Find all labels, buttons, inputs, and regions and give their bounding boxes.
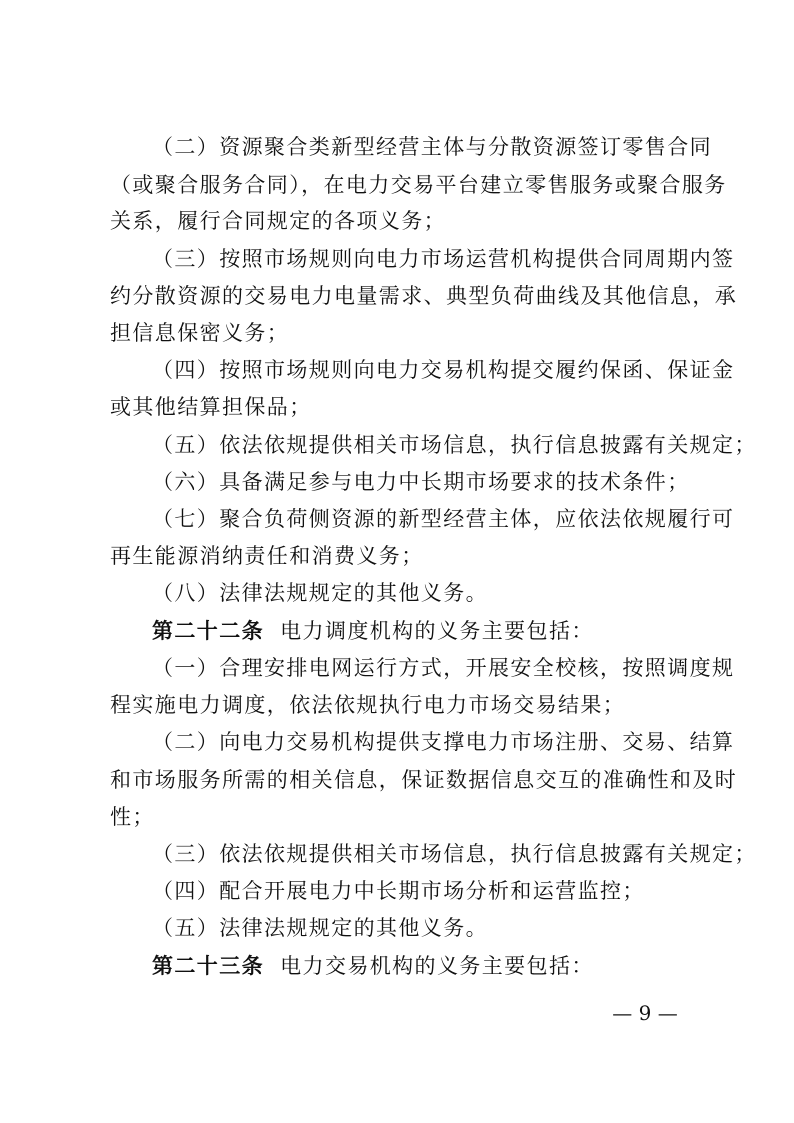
article-heading-23 <box>152 953 700 979</box>
paragraph-line: 再生能源消纳责任和消费义务； <box>110 544 424 568</box>
paragraph-line: （二）向电力交易机构提供支撑电力市场注册、交易、结算 <box>152 730 735 754</box>
paragraph-line: （八）法律法规规定的其他义务。 <box>152 581 488 605</box>
paragraph-line: （四）配合开展电力中长期市场分析和运营监控； <box>152 879 645 903</box>
paragraph-line: 担信息保密义务； <box>110 321 290 345</box>
paragraph-line: （四）按照市场规则向电力交易机构提交履约保函、保证金 <box>152 358 735 382</box>
paragraph-line: （五）依法依规提供相关市场信息，执行信息披露有关规定； <box>152 433 757 457</box>
paragraph-line: （三）按照市场规则向电力市场运营机构提供合同周期内签 <box>152 247 735 271</box>
article-title-23: 电力交易机构的义务主要包括： <box>280 954 594 978</box>
paragraph-line: 关系，履行合同规定的各项义务； <box>110 209 446 233</box>
paragraph-line: （三）依法依规提供相关市场信息，执行信息披露有关规定； <box>152 842 757 866</box>
article-number-22: 第二十二条 <box>152 618 264 643</box>
article-heading-22 <box>152 618 700 644</box>
paragraph-line: 和市场服务所需的相关信息，保证数据信息交互的准确性和及时 <box>110 768 738 792</box>
paragraph-line: （六）具备满足参与电力中长期市场要求的技术条件； <box>152 470 690 494</box>
page-number: — 9 — <box>612 1001 678 1025</box>
paragraph-line: （五）法律法规规定的其他义务。 <box>152 916 488 940</box>
paragraph-line: 性； <box>110 805 155 829</box>
paragraph-line: 约分散资源的交易电力电量需求、典型负荷曲线及其他信息，承 <box>110 284 738 308</box>
paragraph-line: （七）聚合负荷侧资源的新型经营主体，应依法依规履行可 <box>152 507 735 531</box>
article-number-23: 第二十三条 <box>152 953 264 978</box>
paragraph-line: 程实施电力调度，依法依规执行电力市场交易结果； <box>110 693 626 717</box>
paragraph-line: （或聚合服务合同），在电力交易平台建立零售服务或聚合服务 <box>110 173 727 197</box>
paragraph-line: （一）合理安排电网运行方式，开展安全校核，按照调度规 <box>152 656 735 680</box>
paragraph-line: （二）资源聚合类新型经营主体与分散资源签订零售合同 <box>152 135 712 159</box>
paragraph-line: 或其他结算担保品； <box>110 395 312 419</box>
article-title-22: 电力调度机构的义务主要包括： <box>280 619 594 643</box>
